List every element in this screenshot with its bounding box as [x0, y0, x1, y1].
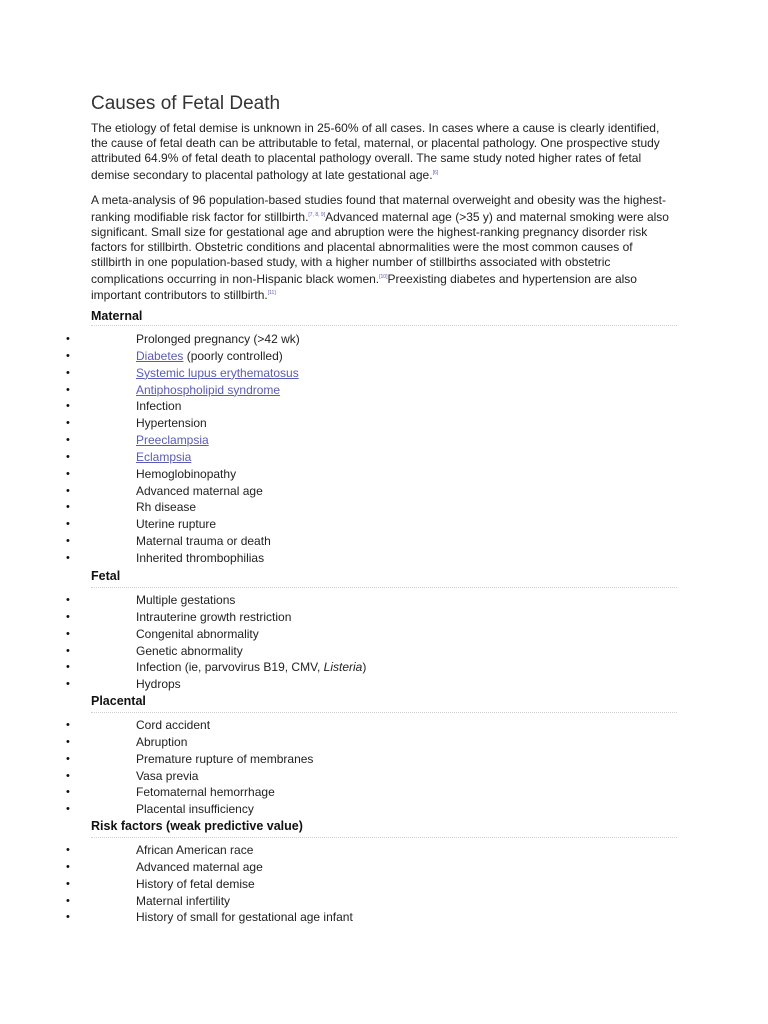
fetal-list: [0, 592, 700, 693]
list-item: • Infection: [66, 399, 182, 414]
intro-text: The etiology of fetal demise is unknown in 25-60% of all cases. In cases where a cause is clearly identified, the cause of fetal death can be attributable to fetal, maternal, or placental pathology. One prospective study attributed 64.9% of fetal death to placental pathology overall. The same study noted higher rates of fetal demise secondary to placental pathology at late gestational age.: [91, 121, 660, 182]
list-item: • Abruption: [66, 734, 188, 749]
list-item: • History of fetal demise: [66, 876, 255, 891]
listeria-text: Listeria: [323, 660, 363, 675]
antiphospholipid-link[interactable]: Antiphospholipid syndrome: [136, 382, 281, 397]
list-item: [0, 449, 700, 466]
placental-heading: Placental: [91, 694, 146, 708]
bullet: •: [66, 400, 70, 413]
bullet: •: [66, 484, 70, 497]
bullet: •: [66, 752, 70, 765]
meta-analysis-paragraph: [91, 193, 671, 303]
citation-7-8-9[interactable]: [7, 8, 9]: [308, 211, 326, 218]
placental-list: [0, 717, 700, 818]
bullet: •: [66, 366, 70, 379]
bullet: •: [66, 450, 70, 463]
list-item: • Premature rupture of membranes: [66, 751, 314, 766]
maternal-list: [0, 331, 700, 567]
list-item: [0, 382, 700, 399]
placental-divider: [91, 712, 677, 713]
list-item: • History of small for gestational age infant: [66, 910, 353, 925]
list-item: • Multiple gestations: [66, 593, 236, 607]
list-item: • Congenital abnormality: [66, 626, 259, 641]
meta-text-a: A meta-analysis of 96 population-based studies found that maternal overweight and obesity was the highest-ranking modifiable risk factor for stillbirth.: [91, 193, 667, 224]
list-item: • Diabetes (poorly controlled): [66, 348, 283, 363]
bullet: •: [66, 877, 70, 890]
citation-10[interactable]: [10]: [379, 273, 388, 280]
list-item: • African American race: [66, 843, 254, 857]
bullet: •: [66, 786, 70, 799]
bullet: •: [66, 803, 70, 816]
bullet: •: [66, 860, 70, 873]
list-item: • Maternal infertility: [66, 893, 231, 908]
meta-text-b: Advanced maternal age (>35 y) and maternal smoking were also significant. Small size for gestational age and abruption were the highest-ranking pregnancy disorder risk factors for stillbirth. Obstetric conditions and placental abnormalities were the most common causes of stillbirth in one population-based study, with a higher number of stillbirths associated with obstetric complications occurring in non-Hispanic black women.: [91, 209, 669, 286]
list-item: • Infection (ie, parvovirus B19, CMV, Listeria): [66, 660, 367, 675]
bullet: •: [66, 551, 70, 564]
bullet: •: [66, 501, 70, 514]
bullet: •: [66, 911, 70, 924]
list-item: • Cord accident: [66, 718, 211, 732]
list-item: • Inherited thrombophilias: [66, 550, 265, 565]
list-item: • Maternal trauma or death: [66, 534, 271, 549]
list-item: • Hypertension: [66, 416, 207, 431]
risk-factors-list: [0, 842, 700, 926]
list-item: • Hemoglobinopathy: [66, 466, 237, 481]
list-item: • Intrauterine growth restriction: [66, 609, 292, 624]
eclampsia-link[interactable]: Eclampsia: [136, 449, 192, 464]
bullet: •: [66, 535, 70, 548]
intro-paragraph: [91, 121, 671, 183]
bullet: •: [66, 594, 70, 606]
list-item: • Placental insufficiency: [66, 802, 254, 817]
list-item: • Rh disease: [66, 500, 197, 515]
list-item: • Advanced maternal age: [66, 859, 263, 874]
bullet: •: [66, 661, 70, 674]
fetal-heading: Fetal: [91, 569, 121, 583]
bullet: •: [66, 467, 70, 480]
citation-6[interactable]: [6]: [432, 169, 439, 176]
list-item: • Uterine rupture: [66, 517, 217, 532]
list-item: • Hydrops: [66, 677, 181, 692]
diabetes-link[interactable]: Diabetes: [136, 348, 184, 363]
bullet: •: [66, 769, 70, 782]
list-item: • Vasa previa: [66, 768, 199, 783]
list-item: • Prolonged pregnancy (>42 wk): [66, 332, 300, 346]
bullet: •: [66, 735, 70, 748]
lupus-link[interactable]: Systemic lupus erythematosus: [136, 365, 299, 380]
bullet: •: [66, 417, 70, 430]
bullet: •: [66, 719, 70, 731]
risk-factors-divider: [91, 837, 677, 838]
maternal-heading: Maternal: [91, 309, 143, 323]
citation-11[interactable]: [11]: [267, 290, 276, 297]
bullet: •: [66, 678, 70, 691]
bullet: •: [66, 383, 70, 396]
maternal-divider: [91, 325, 677, 326]
fetal-divider: [91, 587, 677, 588]
bullet: •: [66, 644, 70, 657]
bullet: •: [66, 333, 70, 345]
meta-text-c: Preexisting diabetes and hypertension are also important contributors to stillbirth.: [91, 271, 637, 303]
list-item: • Advanced maternal age: [66, 483, 263, 498]
bullet: •: [66, 627, 70, 640]
list-item: • Fetomaternal hemorrhage: [66, 785, 275, 800]
list-item: [0, 432, 700, 449]
bullet: •: [66, 894, 70, 907]
list-item: • Genetic abnormality: [66, 643, 243, 658]
bullet: •: [66, 349, 70, 362]
risk-factors-heading: Risk factors (weak predictive value): [91, 819, 303, 833]
list-item: [0, 365, 700, 382]
bullet: •: [66, 434, 70, 447]
preeclampsia-link[interactable]: Preeclampsia: [136, 433, 209, 448]
bullet: •: [66, 610, 70, 623]
bullet: •: [66, 518, 70, 531]
bullet: •: [66, 844, 70, 856]
page-title: Causes of Fetal Death: [91, 93, 281, 114]
